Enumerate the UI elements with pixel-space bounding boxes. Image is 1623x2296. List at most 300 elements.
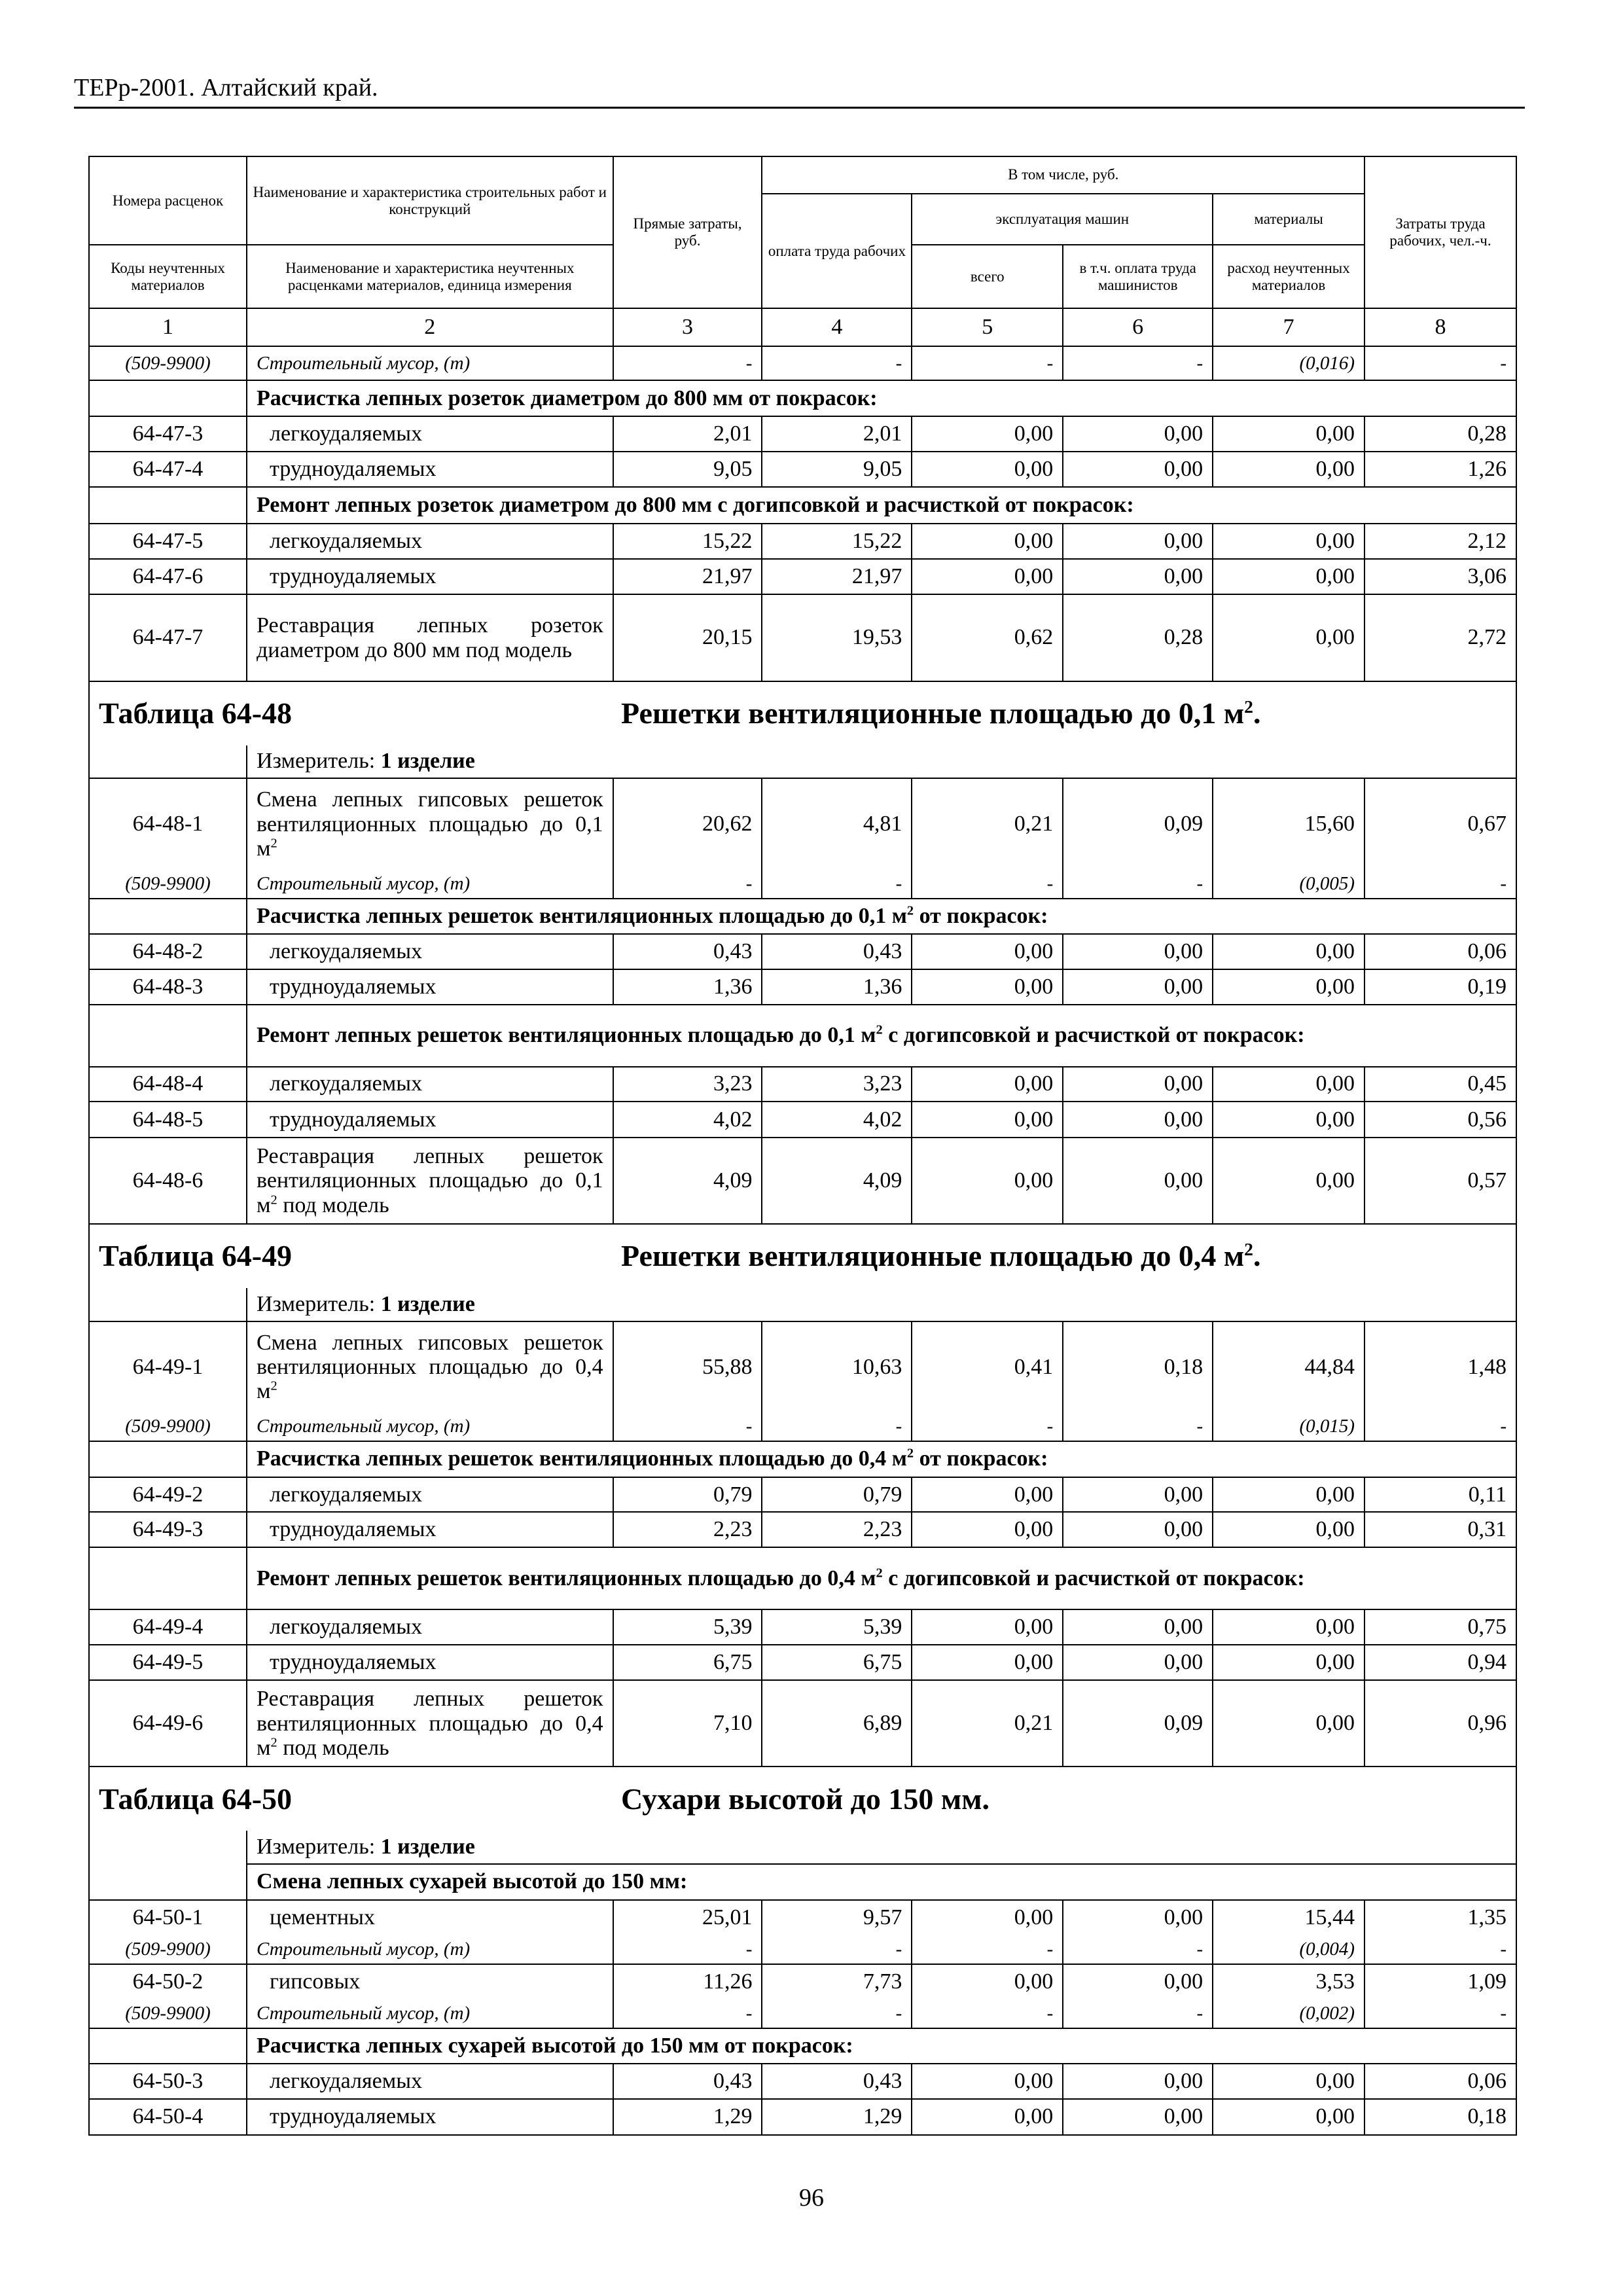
- material-name: Строительный мусор, (т): [247, 869, 613, 898]
- table-name: Решетки вентиляционные площадью до 0,4 $м^2$.: [621, 1239, 1261, 1273]
- cell: -: [912, 1412, 1063, 1441]
- cell: 0,06: [1364, 934, 1516, 969]
- cell: 0,00: [1213, 1645, 1364, 1681]
- cell: -: [912, 869, 1063, 898]
- cell: [89, 745, 247, 779]
- col-header-rate-number: Номера расценок: [89, 156, 247, 245]
- cell: 15,22: [762, 524, 912, 559]
- work-name: Реставрация лепных розеток диаметром до 800 мм под модель: [247, 594, 613, 681]
- cell: -: [762, 346, 912, 381]
- cell: 0,00: [1213, 1102, 1364, 1138]
- section-row: [89, 899, 1516, 935]
- cell: -: [912, 1935, 1063, 1964]
- material-name: Строительный мусор, (т): [247, 1935, 613, 1964]
- cell: 0,56: [1364, 1102, 1516, 1138]
- work-name: легкоудаляемых: [247, 2064, 613, 2099]
- cell: 0,45: [1364, 1067, 1516, 1102]
- cell: 0,00: [1063, 2064, 1213, 2099]
- table-row: [89, 1935, 1516, 1964]
- cell: 2,23: [613, 1512, 762, 1547]
- cell: 0,94: [1364, 1645, 1516, 1681]
- material-code: (509-9900): [89, 346, 247, 381]
- cell: -: [1063, 1935, 1213, 1964]
- cell: [89, 1831, 247, 1864]
- section-row: [89, 487, 1516, 524]
- table-row: [89, 594, 1516, 681]
- cell: 2,72: [1364, 594, 1516, 681]
- table-name: Сухари высотой до 150 мм.: [621, 1782, 990, 1816]
- cell: 0,00: [912, 524, 1063, 559]
- cell: (0,016): [1213, 346, 1364, 381]
- cell: 0,00: [912, 1512, 1063, 1547]
- section-heading: Расчистка лепных сухарей высотой до 150 мм от покрасок:: [247, 2028, 1516, 2064]
- cell: [89, 2028, 247, 2064]
- work-name: трудноудаляемых: [247, 452, 613, 488]
- cell: 0,00: [1063, 1900, 1213, 1935]
- table-title-row: [89, 1767, 1516, 1831]
- cell: 0,28: [1063, 594, 1213, 681]
- cell: 0,00: [1213, 524, 1364, 559]
- cell: 0,00: [912, 1102, 1063, 1138]
- section-heading: Расчистка лепных розеток диаметром до 800 мм от покрасок:: [247, 380, 1516, 416]
- table-row: [89, 969, 1516, 1005]
- cell: 0,00: [1213, 1138, 1364, 1224]
- table-row: [89, 934, 1516, 969]
- cell: 0,00: [1213, 452, 1364, 488]
- section-row: [89, 1005, 1516, 1067]
- table-row: [89, 346, 1516, 381]
- work-name: трудноудаляемых: [247, 1645, 613, 1681]
- rate-code: 64-50-2: [89, 1964, 247, 2000]
- col-header-materials: материалы: [1213, 194, 1364, 245]
- rate-code: 64-49-2: [89, 1477, 247, 1513]
- cell: 0,00: [912, 1067, 1063, 1102]
- col-num: 7: [1213, 308, 1364, 346]
- cell: 11,26: [613, 1964, 762, 2000]
- col-header-machinist-pay: в т.ч. оплата труда машинистов: [1063, 245, 1213, 308]
- cell: 0,28: [1364, 416, 1516, 452]
- cell: 0,00: [912, 2099, 1063, 2135]
- cell: -: [1364, 1412, 1516, 1441]
- cell: 0,00: [1213, 934, 1364, 969]
- cell: 1,35: [1364, 1900, 1516, 1935]
- cell: [89, 1864, 247, 1900]
- material-code: (509-9900): [89, 1935, 247, 1964]
- cell: 0,00: [1213, 1067, 1364, 1102]
- cell: 0,00: [1063, 1512, 1213, 1547]
- measure-row: [89, 1288, 1516, 1321]
- cell: 0,00: [912, 934, 1063, 969]
- cell: 0,00: [912, 1138, 1063, 1224]
- rates-table: [88, 156, 1517, 2136]
- section-row: [89, 1864, 1516, 1900]
- material-code: (509-9900): [89, 869, 247, 898]
- rate-code: 64-47-7: [89, 594, 247, 681]
- cell: 0,00: [1213, 2099, 1364, 2135]
- rate-code: 64-47-4: [89, 452, 247, 488]
- cell: 0,00: [1063, 1477, 1213, 1513]
- rate-code: 64-50-3: [89, 2064, 247, 2099]
- cell: 0,00: [1063, 559, 1213, 595]
- table-row: [89, 869, 1516, 898]
- cell: 0,00: [1063, 1964, 1213, 2000]
- table-title: [89, 1224, 1516, 1288]
- work-name: Смена лепных гипсовых решеток вентиляционных площадью до 0,1 $м^2$: [247, 778, 613, 869]
- work-name: трудноудаляемых: [247, 1102, 613, 1138]
- col-header-machines-total: всего: [912, 245, 1063, 308]
- cell: -: [1063, 346, 1213, 381]
- table-name: Решетки вентиляционные площадью до 0,1 $м^2$.: [621, 696, 1261, 730]
- section-row: [89, 2028, 1516, 2064]
- cell: 7,10: [613, 1680, 762, 1767]
- cell: -: [1364, 869, 1516, 898]
- cell: 6,75: [762, 1645, 912, 1681]
- work-name: легкоудаляемых: [247, 416, 613, 452]
- cell: 0,00: [912, 559, 1063, 595]
- cell: 6,89: [762, 1680, 912, 1767]
- cell: -: [613, 346, 762, 381]
- work-name: легкоудаляемых: [247, 934, 613, 969]
- col-header-material-names: Наименование и характеристика неучтенных расценками материалов, единица измерения: [247, 245, 613, 308]
- cell: 0,00: [1213, 969, 1364, 1005]
- cell: 0,00: [1063, 1645, 1213, 1681]
- table-row: [89, 2099, 1516, 2135]
- table-row: [89, 1138, 1516, 1224]
- cell: [89, 380, 247, 416]
- cell: 7,73: [762, 1964, 912, 2000]
- col-num: 1: [89, 308, 247, 346]
- cell: 0,00: [1213, 1512, 1364, 1547]
- cell: 0,00: [912, 416, 1063, 452]
- cell: 44,84: [1213, 1321, 1364, 1412]
- cell: 0,21: [912, 778, 1063, 869]
- col-num: 2: [247, 308, 613, 346]
- cell: 1,09: [1364, 1964, 1516, 2000]
- cell: 0,00: [1213, 594, 1364, 681]
- cell: 2,01: [762, 416, 912, 452]
- cell: -: [762, 1412, 912, 1441]
- cell: 0,43: [613, 934, 762, 969]
- section-heading: Ремонт лепных розеток диаметром до 800 мм с догипсовкой и расчисткой от покрасок:: [247, 487, 1516, 524]
- cell: 0,57: [1364, 1138, 1516, 1224]
- cell: 0,18: [1364, 2099, 1516, 2135]
- work-name: Смена лепных гипсовых решеток вентиляционных площадью до 0,4 $м^2$: [247, 1321, 613, 1412]
- section-row: [89, 1441, 1516, 1477]
- cell: 0,00: [912, 1964, 1063, 2000]
- cell: 0,43: [613, 2064, 762, 2099]
- cell: 0,00: [1063, 934, 1213, 969]
- measure-unit: Измеритель: 1 изделие: [247, 1288, 1516, 1321]
- cell: 0,00: [1063, 452, 1213, 488]
- cell: 19,53: [762, 594, 912, 681]
- work-name: трудноудаляемых: [247, 1512, 613, 1547]
- rate-code: 64-50-1: [89, 1900, 247, 1935]
- col-header-material-use: расход неучтенных материалов: [1213, 245, 1364, 308]
- cell: 0,43: [762, 2064, 912, 2099]
- cell: 0,00: [1213, 1609, 1364, 1645]
- cell: 4,81: [762, 778, 912, 869]
- cell: 0,43: [762, 934, 912, 969]
- cell: 1,29: [762, 2099, 912, 2135]
- cell: -: [1364, 1999, 1516, 2028]
- material-code: (509-9900): [89, 1412, 247, 1441]
- cell: [89, 1547, 247, 1609]
- cell: -: [613, 1935, 762, 1964]
- rate-code: 64-48-3: [89, 969, 247, 1005]
- cell: 0,31: [1364, 1512, 1516, 1547]
- table-row: [89, 559, 1516, 595]
- table-row: [89, 1477, 1516, 1513]
- cell: -: [1364, 346, 1516, 381]
- section-heading: Смена лепных сухарей высотой до 150 мм:: [247, 1864, 1516, 1900]
- cell: 0,00: [1063, 1067, 1213, 1102]
- cell: 15,60: [1213, 778, 1364, 869]
- rate-code: 64-49-6: [89, 1680, 247, 1767]
- col-header-labor-hours: Затраты труда рабочих, чел.-ч.: [1364, 156, 1516, 308]
- rate-code: 64-49-3: [89, 1512, 247, 1547]
- column-number-row: [89, 308, 1516, 346]
- cell: 9,05: [613, 452, 762, 488]
- work-name: гипсовых: [247, 1964, 613, 2000]
- cell: 6,75: [613, 1645, 762, 1681]
- cell: 1,48: [1364, 1321, 1516, 1412]
- rate-code: 64-47-5: [89, 524, 247, 559]
- table-number: Таблица 64-50: [99, 1782, 293, 1816]
- cell: 0,00: [1213, 1477, 1364, 1513]
- section-heading: Расчистка лепных решеток вентиляционных площадью до 0,4 $м^2$ от покрасок:: [247, 1441, 1516, 1477]
- cell: 0,41: [912, 1321, 1063, 1412]
- cell: 4,02: [613, 1102, 762, 1138]
- col-header-including: В том числе, руб.: [762, 156, 1364, 194]
- section-row: [89, 1547, 1516, 1609]
- cell: -: [762, 1999, 912, 2028]
- col-header-work-name: Наименование и характеристика строительных работ и конструкций: [247, 156, 613, 245]
- cell: (0,002): [1213, 1999, 1364, 2028]
- cell: [89, 1005, 247, 1067]
- material-name: Строительный мусор, (т): [247, 346, 613, 381]
- rate-code: 64-48-6: [89, 1138, 247, 1224]
- cell: 0,00: [1213, 416, 1364, 452]
- cell: (0,015): [1213, 1412, 1364, 1441]
- cell: 0,19: [1364, 969, 1516, 1005]
- section-heading: Ремонт лепных решеток вентиляционных площадью до 0,1 $м^2$ с догипсовкой и расчисткой от покрасок:: [247, 1005, 1516, 1067]
- cell: 0,00: [912, 452, 1063, 488]
- cell: 1,36: [613, 969, 762, 1005]
- cell: [89, 1288, 247, 1321]
- cell: 0,00: [912, 1900, 1063, 1935]
- cell: 55,88: [613, 1321, 762, 1412]
- cell: 20,62: [613, 778, 762, 869]
- page-number: 96: [799, 2184, 824, 2212]
- cell: -: [613, 1412, 762, 1441]
- measure-unit: Измеритель: 1 изделие: [247, 1831, 1516, 1864]
- cell: 0,21: [912, 1680, 1063, 1767]
- cell: (0,004): [1213, 1935, 1364, 1964]
- cell: 3,53: [1213, 1964, 1364, 2000]
- cell: 0,11: [1364, 1477, 1516, 1513]
- col-num: 4: [762, 308, 912, 346]
- cell: 2,23: [762, 1512, 912, 1547]
- table-row: [89, 1999, 1516, 2028]
- work-name: легкоудаляемых: [247, 1477, 613, 1513]
- cell: 0,00: [1063, 1609, 1213, 1645]
- cell: 0,62: [912, 594, 1063, 681]
- material-code: (509-9900): [89, 1999, 247, 2028]
- cell: -: [762, 869, 912, 898]
- cell: -: [912, 1999, 1063, 2028]
- cell: 3,23: [762, 1067, 912, 1102]
- section-row: [89, 380, 1516, 416]
- rate-code: 64-48-1: [89, 778, 247, 869]
- running-header: ТЕРр-2001. Алтайский край.: [74, 74, 378, 101]
- cell: 0,00: [1063, 969, 1213, 1005]
- cell: -: [1063, 1412, 1213, 1441]
- cell: 15,44: [1213, 1900, 1364, 1935]
- material-name: Строительный мусор, (т): [247, 1999, 613, 2028]
- work-name: легкоудаляемых: [247, 1067, 613, 1102]
- table-title-row: [89, 681, 1516, 745]
- cell: 0,00: [1063, 2099, 1213, 2135]
- cell: [89, 899, 247, 935]
- work-name: трудноудаляемых: [247, 969, 613, 1005]
- table-row: [89, 452, 1516, 488]
- work-name: трудноудаляемых: [247, 559, 613, 595]
- table-row: [89, 1964, 1516, 2000]
- col-num: 3: [613, 308, 762, 346]
- cell: 0,75: [1364, 1609, 1516, 1645]
- cell: 1,36: [762, 969, 912, 1005]
- work-name: цементных: [247, 1900, 613, 1935]
- measure-row: [89, 745, 1516, 779]
- cell: 21,97: [762, 559, 912, 595]
- col-num: 5: [912, 308, 1063, 346]
- table-row: [89, 1512, 1516, 1547]
- table-row: [89, 524, 1516, 559]
- rate-code: 64-49-5: [89, 1645, 247, 1681]
- cell: 0,00: [1213, 2064, 1364, 2099]
- cell: -: [762, 1935, 912, 1964]
- cell: [89, 487, 247, 524]
- cell: 0,96: [1364, 1680, 1516, 1767]
- work-name: Реставрация лепных решеток вентиляционных площадью до 0,1 $м^2$ под модель: [247, 1138, 613, 1224]
- table-title: [89, 1767, 1516, 1831]
- cell: 2,01: [613, 416, 762, 452]
- cell: 1,26: [1364, 452, 1516, 488]
- rate-code: 64-48-2: [89, 934, 247, 969]
- material-name: Строительный мусор, (т): [247, 1412, 613, 1441]
- col-header-direct-costs: Прямые затраты, руб.: [613, 156, 762, 308]
- rate-code: 64-49-4: [89, 1609, 247, 1645]
- cell: 0,79: [613, 1477, 762, 1513]
- section-heading: Расчистка лепных решеток вентиляционных площадью до 0,1 $м^2$ от покрасок:: [247, 899, 1516, 935]
- cell: -: [1063, 1999, 1213, 2028]
- table-row: [89, 1412, 1516, 1441]
- col-header-material-codes: Коды неучтенных материалов: [89, 245, 247, 308]
- cell: 21,97: [613, 559, 762, 595]
- cell: -: [912, 346, 1063, 381]
- table-row: [89, 1900, 1516, 1935]
- work-name: Реставрация лепных решеток вентиляционных площадью до 0,4 $м^2$ под модель: [247, 1680, 613, 1767]
- work-name: легкоудаляемых: [247, 524, 613, 559]
- table-row: [89, 1321, 1516, 1412]
- table-row: [89, 1067, 1516, 1102]
- cell: 0,00: [912, 969, 1063, 1005]
- rate-code: 64-48-4: [89, 1067, 247, 1102]
- rate-code: 64-49-1: [89, 1321, 247, 1412]
- rate-code: 64-47-3: [89, 416, 247, 452]
- cell: 0,00: [912, 1609, 1063, 1645]
- header-rule: [74, 107, 1525, 109]
- rate-code: 64-50-4: [89, 2099, 247, 2135]
- cell: 0,18: [1063, 1321, 1213, 1412]
- cell: 1,29: [613, 2099, 762, 2135]
- cell: 9,05: [762, 452, 912, 488]
- table-title-row: [89, 1224, 1516, 1288]
- cell: 10,63: [762, 1321, 912, 1412]
- section-heading: Ремонт лепных решеток вентиляционных площадью до 0,4 $м^2$ с догипсовкой и расчисткой от покрасок:: [247, 1547, 1516, 1609]
- cell: (0,005): [1213, 869, 1364, 898]
- cell: 3,06: [1364, 559, 1516, 595]
- cell: 15,22: [613, 524, 762, 559]
- cell: 5,39: [762, 1609, 912, 1645]
- table-row: [89, 1609, 1516, 1645]
- cell: 0,00: [912, 1477, 1063, 1513]
- rate-code: 64-48-5: [89, 1102, 247, 1138]
- cell: 9,57: [762, 1900, 912, 1935]
- cell: -: [1063, 869, 1213, 898]
- cell: 0,00: [912, 2064, 1063, 2099]
- table-number: Таблица 64-49: [99, 1239, 293, 1273]
- cell: 0,09: [1063, 778, 1213, 869]
- table-row: [89, 1680, 1516, 1767]
- cell: 3,23: [613, 1067, 762, 1102]
- cell: -: [1364, 1935, 1516, 1964]
- cell: 0,00: [1063, 1102, 1213, 1138]
- cell: 0,00: [1063, 524, 1213, 559]
- cell: 0,00: [1063, 416, 1213, 452]
- cell: [89, 1441, 247, 1477]
- col-num: 8: [1364, 308, 1516, 346]
- cell: 4,09: [613, 1138, 762, 1224]
- cell: 25,01: [613, 1900, 762, 1935]
- table-row: [89, 1645, 1516, 1681]
- cell: 0,06: [1364, 2064, 1516, 2099]
- cell: 4,09: [762, 1138, 912, 1224]
- cell: 0,09: [1063, 1680, 1213, 1767]
- table-row: [89, 416, 1516, 452]
- table-row: [89, 1102, 1516, 1138]
- col-header-machines: эксплуатация машин: [912, 194, 1213, 245]
- header-row-1: [89, 156, 1516, 194]
- table-row: [89, 778, 1516, 869]
- work-name: трудноудаляемых: [247, 2099, 613, 2135]
- table-title: [89, 681, 1516, 745]
- col-num: 6: [1063, 308, 1213, 346]
- rate-code: 64-47-6: [89, 559, 247, 595]
- col-header-worker-pay: оплата труда рабочих: [762, 194, 912, 308]
- cell: 0,00: [1213, 559, 1364, 595]
- cell: 0,00: [1063, 1138, 1213, 1224]
- cell: 2,12: [1364, 524, 1516, 559]
- table-number: Таблица 64-48: [99, 696, 293, 730]
- cell: 0,67: [1364, 778, 1516, 869]
- cell: 4,02: [762, 1102, 912, 1138]
- cell: 5,39: [613, 1609, 762, 1645]
- measure-row: [89, 1831, 1516, 1864]
- cell: -: [613, 869, 762, 898]
- cell: 0,79: [762, 1477, 912, 1513]
- cell: 20,15: [613, 594, 762, 681]
